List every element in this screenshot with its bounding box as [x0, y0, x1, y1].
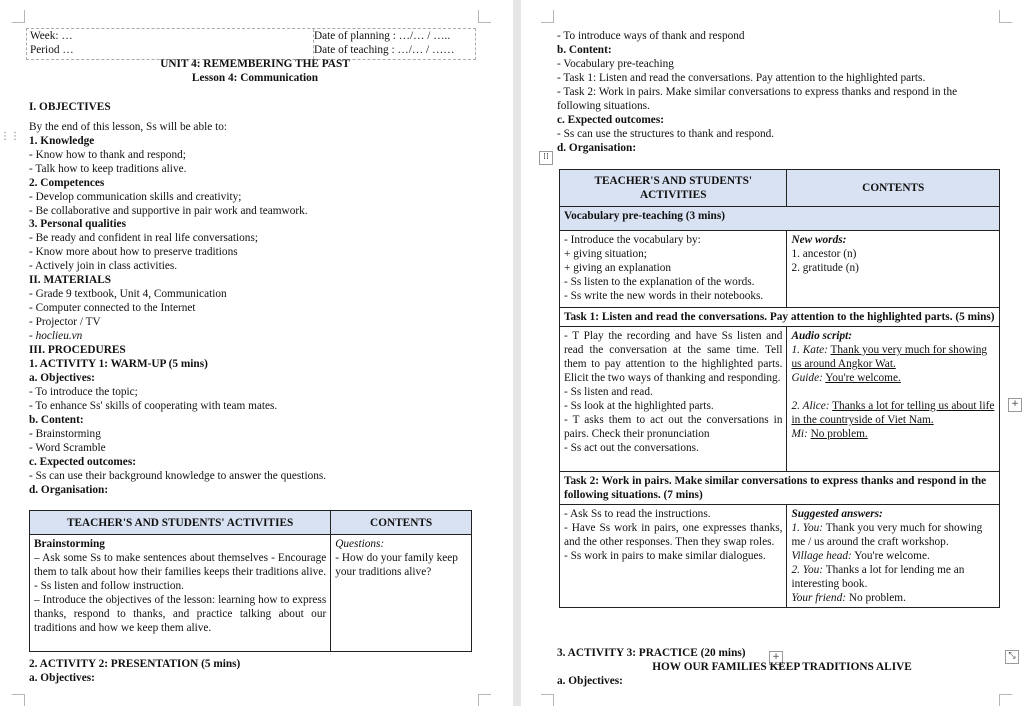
cell-line: - Ss act out the conversations. — [564, 442, 699, 454]
cell-line: 2. gratitude (n) — [791, 262, 859, 274]
cell-line: - Ss look at the highlighted parts. — [564, 400, 714, 412]
table-cell — [331, 535, 472, 652]
speaker: 1. Kate: — [791, 344, 828, 356]
list-item: - Task 2: Work in pairs. Make similar conversations to express thanks and respond in the following situations. — [557, 86, 958, 112]
list-item: - Vocabulary pre-teaching — [557, 58, 674, 70]
intro-text: By the end of this lesson, Ss will be able to: — [29, 121, 227, 133]
cell-line: + giving an explanation — [564, 262, 672, 274]
corner-mark — [12, 694, 25, 706]
content-label: b. Content: — [29, 414, 84, 426]
table-cell — [787, 231, 1000, 308]
list-item: - To enhance Ss' skills of cooperating with team mates. — [29, 400, 278, 412]
objectives-heading: I. OBJECTIVES — [29, 101, 111, 113]
outcomes-label: c. Expected outcomes: — [557, 114, 664, 126]
cell-line: - T asks them to act out the conversations in pairs. Check their pronunciation — [564, 414, 783, 440]
list-item: - Brainstorming — [29, 428, 101, 440]
list-item: - Talk how to keep traditions alive. — [29, 163, 187, 175]
warmup-table — [29, 510, 472, 652]
answer-text: Thank you very much for showing me / us around the craft workshop. — [791, 522, 983, 548]
answer-text: No problem. — [848, 592, 906, 604]
week-label: Week: … — [30, 30, 73, 42]
table-cell — [787, 327, 1000, 472]
speaker: 1. You: — [791, 522, 824, 534]
highlighted-text: No problem. — [810, 428, 868, 440]
section-band: Task 2: Work in pairs. Make similar conversations to express thanks and respond in the following situations. (7 mins) — [560, 472, 1000, 505]
speaker: Your friend: — [791, 592, 846, 604]
presentation-table — [559, 169, 1000, 608]
date-of-teaching: Date of teaching : …/… / …… — [314, 44, 455, 56]
answer-text: You're welcome. — [854, 550, 930, 562]
organisation-label: d. Organisation: — [29, 484, 109, 496]
list-item: - Task 1: Listen and read the conversations. Pay attention to the highlighted parts. — [557, 72, 926, 84]
list-item: - Word Scramble — [29, 442, 106, 454]
cell-line: - T Play the recording and have Ss listen and read the conversation at the same time. Tell them to pay attention to the highlighted parts. Elicit the two ways of thanking and responding. — [564, 330, 783, 384]
add-column-plus-icon[interactable]: + — [1008, 398, 1022, 412]
objectives-label: a. Objectives: — [29, 372, 95, 384]
competences-heading: 2. Competences — [29, 177, 105, 189]
speaker: Guide: — [791, 372, 823, 384]
row-title: Brainstorming — [34, 538, 105, 550]
table-resize-handle-icon[interactable]: ⤡ — [1005, 650, 1019, 664]
corner-mark — [541, 10, 554, 23]
list-item: - To introduce the topic; — [29, 386, 138, 398]
table-cell — [560, 231, 787, 308]
table-header-contents: CONTENTS — [331, 511, 472, 535]
list-item: - hoclieu.vn — [29, 330, 83, 342]
section-band: Vocabulary pre-teaching (3 mins) — [560, 207, 1000, 231]
cell-line: + giving situation; — [564, 248, 647, 260]
table-cell — [30, 535, 331, 652]
suggested-answers-label: Suggested answers: — [791, 508, 883, 520]
cell-line: 1. ancestor (n) — [791, 248, 857, 260]
cell-line: - Ss listen to the explanation of the words. — [564, 276, 755, 288]
list-item: - Know how to thank and respond; — [29, 149, 186, 161]
activity1-heading: 1. ACTIVITY 1: WARM-UP (5 mins) — [29, 358, 208, 370]
content-label: b. Content: — [557, 44, 612, 56]
organisation-label: d. Organisation: — [557, 142, 637, 154]
corner-mark — [999, 694, 1012, 706]
new-words-label: New words: — [791, 234, 847, 246]
cell-line: – Introduce the objectives of the lesson: learning how to express thanks, respond to thanks, and practice talking about our traditions and how we keep them alive. — [34, 594, 327, 634]
table-cell — [560, 327, 787, 472]
cell-line: - Ss write the new words in their notebooks. — [564, 290, 764, 302]
table-cell — [787, 505, 1000, 608]
table-header-activities: TEACHER'S AND STUDENTS' ACTIVITIES — [560, 170, 787, 207]
section-band: Task 1: Listen and read the conversations. Pay attention to the highlighted parts. (5 mins) — [560, 308, 1000, 327]
objectives-label: a. Objectives: — [557, 675, 623, 687]
cell-line: - Ask Ss to read the instructions. — [564, 508, 711, 520]
table-move-handle-icon[interactable]: ⁞⁞ — [539, 151, 553, 165]
table-header-contents: CONTENTS — [787, 170, 1000, 207]
drag-handle-icon[interactable]: ⋮⋮ — [0, 131, 20, 142]
outcomes-label: c. Expected outcomes: — [29, 456, 136, 468]
table-cell — [560, 505, 787, 608]
activity2-heading: 2. ACTIVITY 2: PRESENTATION (5 mins) — [29, 658, 241, 670]
speaker: 2. You: — [791, 564, 824, 576]
activity3-subtitle: HOW OUR FAMILIES KEEP TRADITIONS ALIVE — [652, 661, 912, 673]
date-of-planning: Date of planning : …/… / ….. — [314, 30, 451, 42]
cell-line: - Ss work in pairs to make similar dialogues. — [564, 550, 766, 562]
personal-qualities-heading: 3. Personal qualities — [29, 218, 126, 230]
highlighted-text: Thanks a lot for telling us about life in the countryside of Viet Nam. — [791, 400, 995, 426]
document-page-left — [0, 0, 513, 706]
lesson-title: Lesson 4: Communication — [191, 72, 319, 84]
unit-title: UNIT 4: REMEMBERING THE PAST — [160, 58, 350, 70]
list-item: - Grade 9 textbook, Unit 4, Communication — [29, 288, 227, 300]
period-label: Period … — [30, 44, 74, 56]
highlighted-text: Thank you very much for showing us around Angkor Wat. — [791, 344, 988, 370]
speaker: 2. Alice: — [791, 400, 830, 412]
list-item: - Develop communication skills and creativity; — [29, 191, 242, 203]
corner-mark — [478, 694, 491, 706]
list-item: - To introduce ways of thank and respond — [557, 30, 745, 42]
table-header-activities: TEACHER'S AND STUDENTS' ACTIVITIES — [30, 511, 331, 535]
corner-mark — [478, 10, 491, 23]
knowledge-heading: 1. Knowledge — [29, 135, 95, 147]
speaker: Village head: — [791, 550, 852, 562]
cell-line: - Ss listen and read. — [564, 386, 653, 398]
add-row-plus-icon[interactable]: + — [769, 651, 783, 665]
list-item: - Ss can use the structures to thank and respond. — [557, 128, 775, 140]
cell-line: – Ask some Ss to make sentences about themselves - Encourage them to talk about how their families keeps their traditions alive. — [34, 552, 327, 578]
materials-heading: II. MATERIALS — [29, 274, 112, 286]
list-item: - Know more about how to preserve traditions — [29, 246, 238, 258]
list-item: - Ss can use their background knowledge to answer the questions. — [29, 470, 327, 482]
activity3-heading: 3. ACTIVITY 3: PRACTICE (20 mins) — [557, 647, 746, 659]
list-item: - Be collaborative and supportive in pair work and teamwork. — [29, 205, 308, 217]
speaker: Mi: — [791, 428, 808, 440]
questions-label: Questions: — [335, 538, 385, 550]
cell-line: - Introduce the vocabulary by: — [564, 234, 701, 246]
highlighted-text: You're welcome. — [825, 372, 901, 384]
corner-mark — [999, 10, 1012, 23]
list-item: - Be ready and confident in real life conversations; — [29, 232, 258, 244]
list-item: - Computer connected to the Internet — [29, 302, 196, 314]
cell-line: - Have Ss work in pairs, one expresses thanks, and the other responses. Then they swap roles. — [564, 522, 783, 548]
question-text: - How do your family keep your traditions alive? — [335, 552, 458, 578]
procedures-heading: III. PROCEDURES — [29, 344, 126, 356]
corner-mark — [12, 10, 25, 23]
list-item: - Projector / TV — [29, 316, 101, 328]
document-page-right — [521, 0, 1033, 706]
cell-line: - Ss listen and follow instruction. — [34, 580, 184, 592]
list-item: - Actively join in class activities. — [29, 260, 178, 272]
answer-text: Thanks a lot for lending me an interesting book. — [791, 564, 965, 590]
objectives-label: a. Objectives: — [29, 672, 95, 684]
corner-mark — [541, 694, 554, 706]
audio-script-label: Audio script: — [791, 330, 853, 342]
